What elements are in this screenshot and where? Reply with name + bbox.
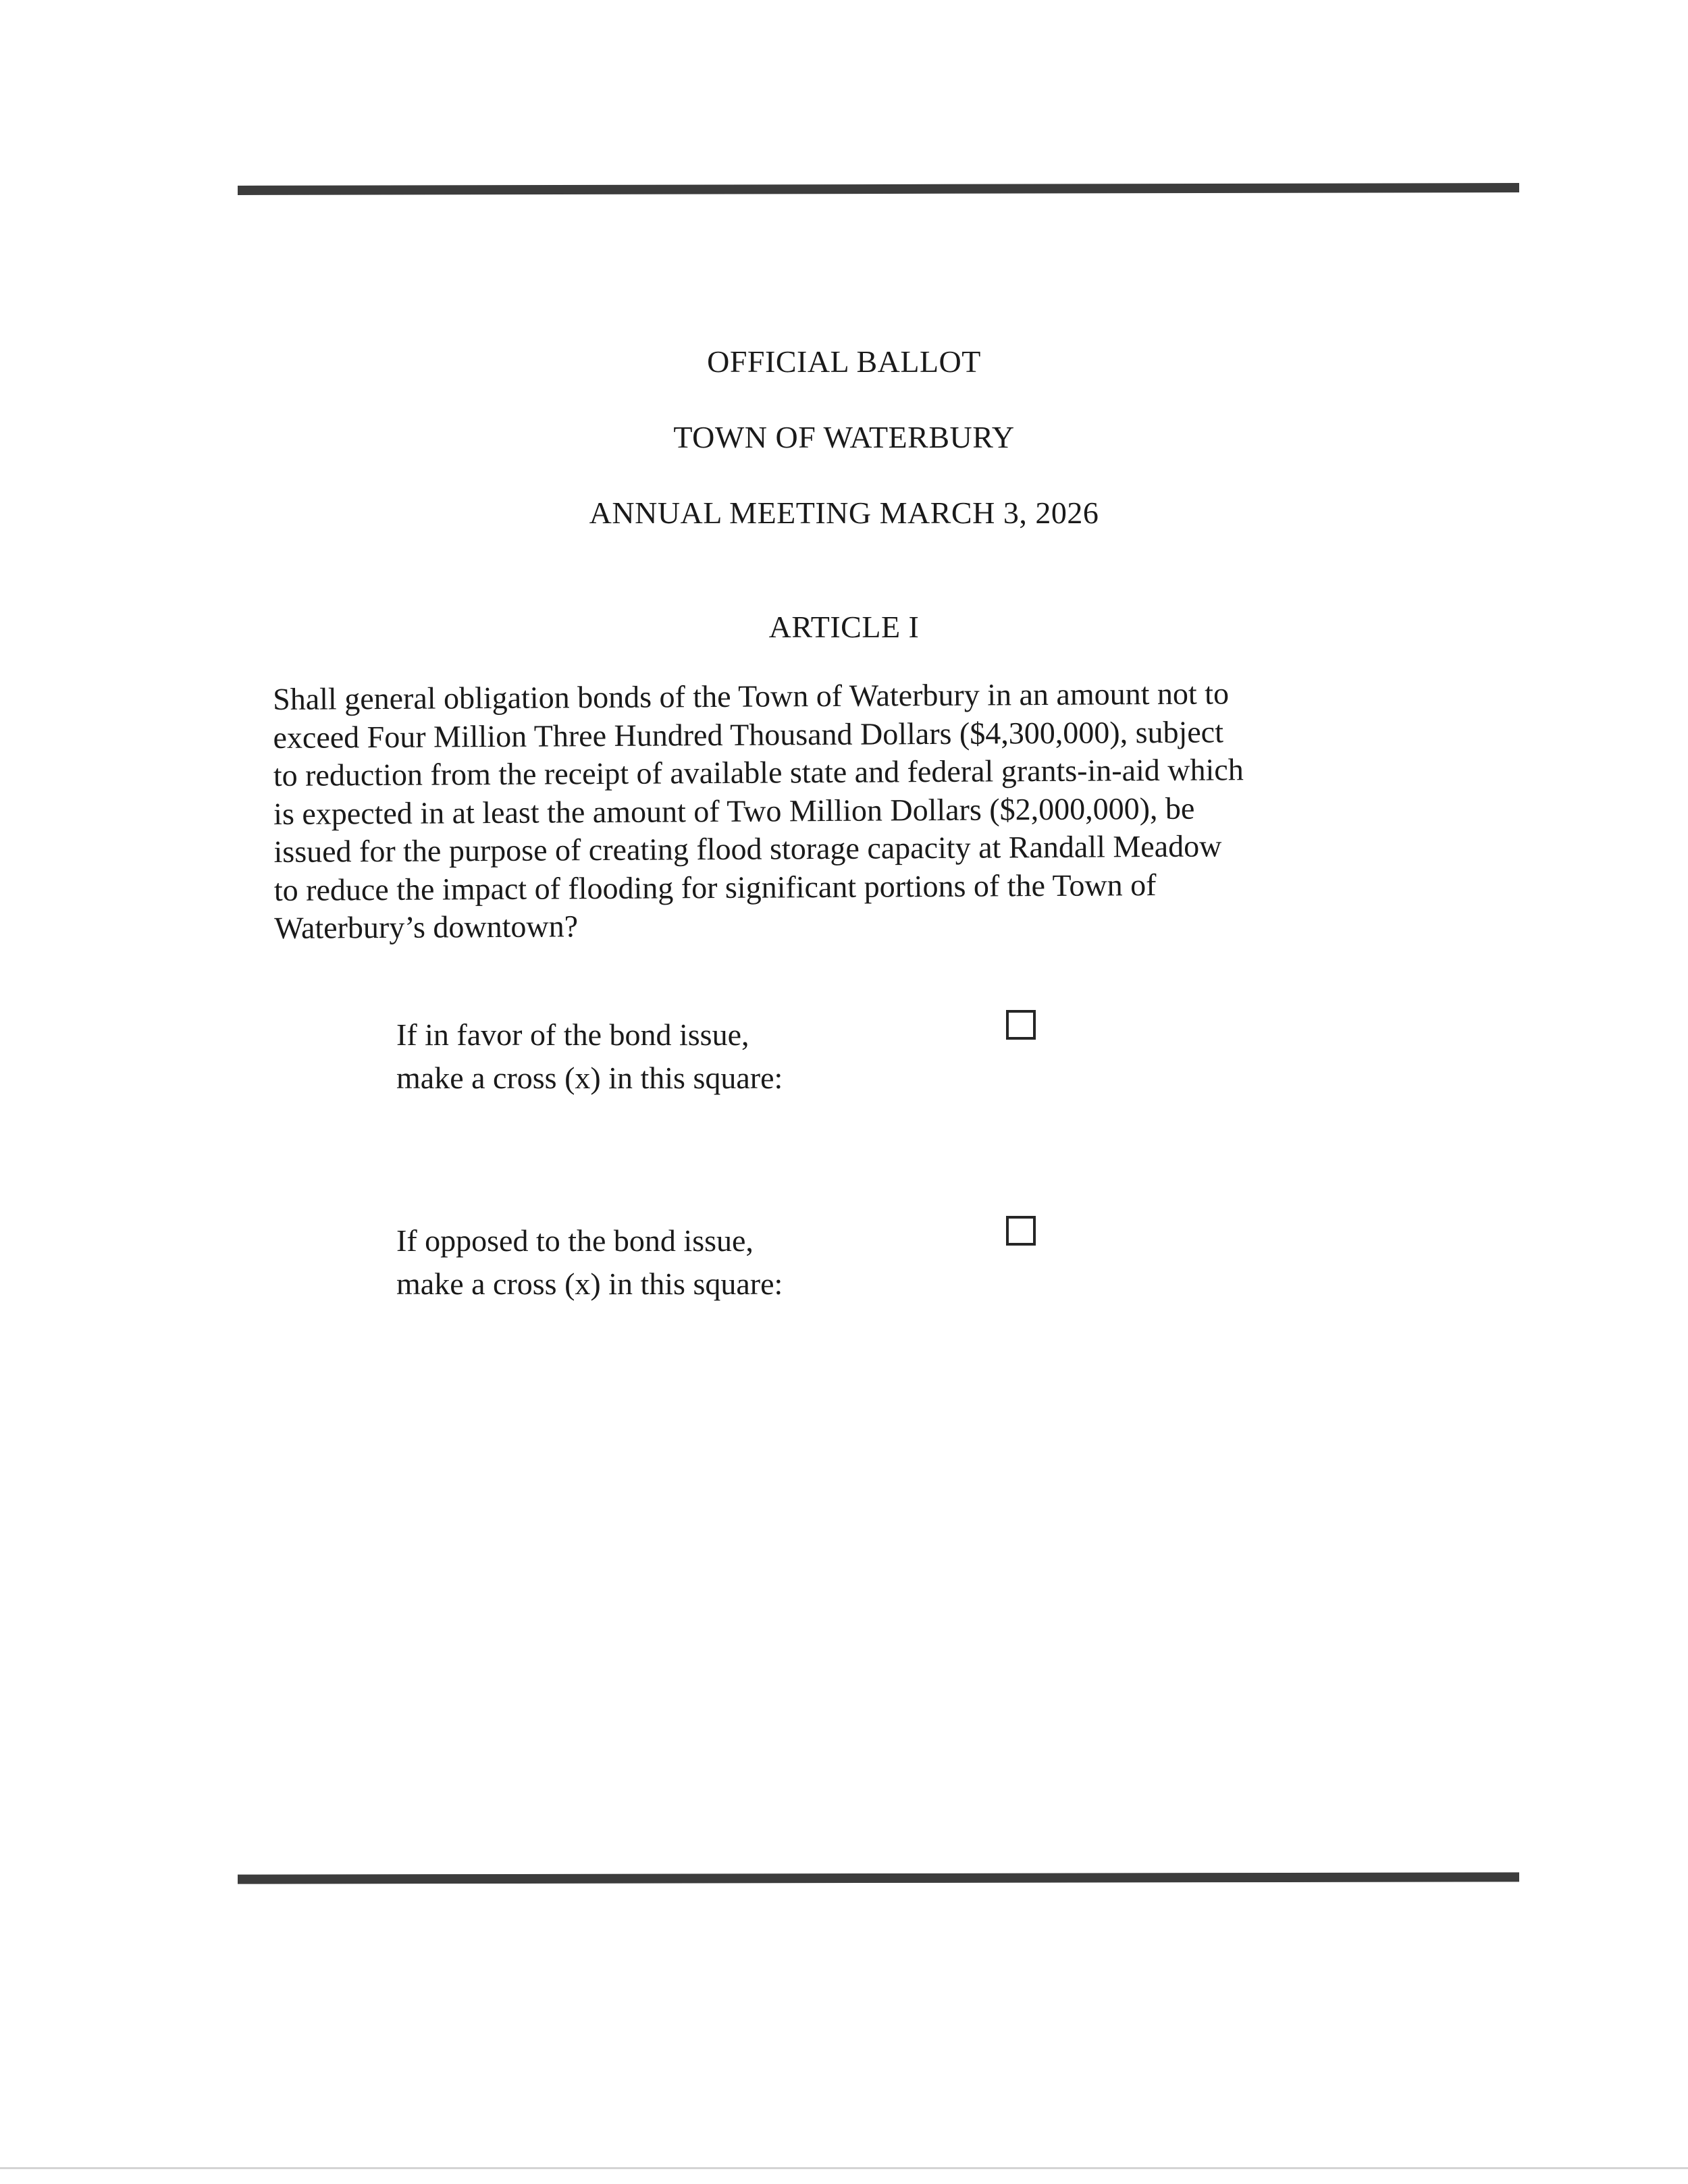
bottom-divider-rule bbox=[238, 1872, 1519, 1884]
question-line: to reduction from the receipt of available state and federal grants-in-aid which bbox=[273, 752, 1244, 793]
question-line: to reduce the impact of flooding for significant portions of the Town of bbox=[273, 867, 1157, 907]
opposed-instruction-line-2: make a cross (x) in this square: bbox=[396, 1267, 783, 1301]
top-divider-rule bbox=[238, 183, 1519, 195]
article-heading: ARTICLE I bbox=[768, 610, 920, 644]
scan-edge-line bbox=[0, 2167, 1688, 2169]
opposed-instructions bbox=[396, 1219, 783, 1306]
meeting-date: ANNUAL MEETING MARCH 3, 2026 bbox=[589, 496, 1099, 530]
favor-instruction-line-2: make a cross (x) in this square: bbox=[396, 1061, 783, 1095]
opposed-checkbox[interactable] bbox=[1006, 1216, 1036, 1246]
ballot-question bbox=[273, 674, 1368, 947]
favor-instructions bbox=[396, 1013, 783, 1100]
question-line: exceed Four Million Three Hundred Thousand Dollars ($4,300,000), subject bbox=[273, 714, 1224, 755]
opposed-instruction-line-1: If opposed to the bond issue, bbox=[396, 1223, 754, 1258]
favor-instruction-line-1: If in favor of the bond issue, bbox=[396, 1017, 749, 1052]
question-line: is expected in at least the amount of Two Million Dollars ($2,000,000), be bbox=[273, 791, 1195, 831]
question-line: issued for the purpose of creating flood storage capacity at Randall Meadow bbox=[273, 828, 1222, 869]
question-line: Waterbury’s downtown? bbox=[274, 909, 579, 945]
town-name: TOWN OF WATERBURY bbox=[673, 420, 1015, 454]
ballot-title: OFFICIAL BALLOT bbox=[707, 344, 981, 379]
favor-checkbox[interactable] bbox=[1006, 1010, 1036, 1040]
question-line: Shall general obligation bonds of the Town of Waterbury in an amount not to bbox=[273, 676, 1230, 716]
